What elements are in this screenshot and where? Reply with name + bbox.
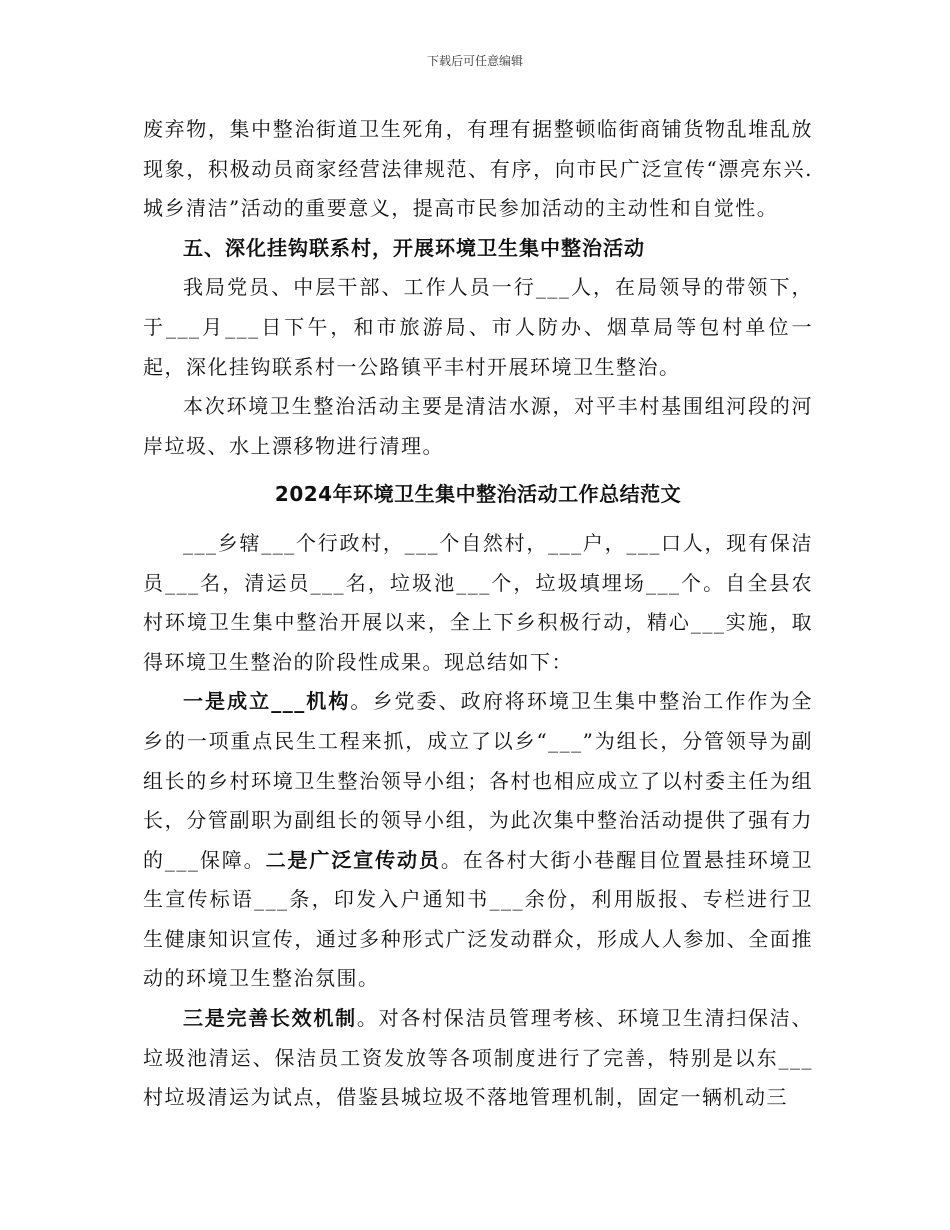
- measure-text-1: 。乡党委、政府将环境卫生集中整治工作作为全乡的一项重点民生工程来抓，成立了以乡“___”为组长，分管领导为副组长的乡村环境卫生整治领导小组；各村也相应成立了以村委主任为组长，分管副职为副组长的领导小组，为此次集中整治活动提供了强有力的___保障。: [143, 689, 814, 872]
- document-title: 2024年环境卫生集中整治活动工作总结范文: [274, 482, 682, 507]
- document-body: [143, 110, 813, 1118]
- paragraph-mechanism: [143, 999, 813, 1118]
- paragraph-activity: 本次环境卫生整治活动主要是清洁水源，对平丰村基围组河段的河岸垃圾、水上漂移物进行清理。: [143, 394, 813, 458]
- paragraph-overview: ___乡辖___个行政村，___个自然村，___户，___口人，现有保洁员___名，清运员___名，垃圾池___个，垃圾填埋场___个。自全县农村环境卫生集中整治开展以来，全上下乡积极行动，精心___实施，取得环境卫生整治的阶段性成果。现总结如下：: [143, 530, 813, 674]
- paragraph-continued: 废弃物，集中整治街道卫生死角，有理有据整顿临街商铺货物乱堆乱放现象，积极动员商家经营法律规范、有序，向市民广泛宣传“漂亮东兴.城乡清洁”活动的重要意义，提高市民参加活动的主动性和自觉性。: [143, 117, 813, 221]
- bold-lead-2: 二是广泛宣传动员: [265, 847, 441, 872]
- page-header: 下载后可任意编辑: [426, 54, 523, 68]
- paragraph-team: 我局党员、中层干部、工作人员一行___人，在局领导的带领下，于___月___日下午，和市旅游局、市人防办、烟草局等包村单位一起，深化挂钩联系村一公路镇平丰村开展环境卫生整治。: [143, 275, 813, 379]
- mechanism-text: 。对各村保洁员管理考核、环境卫生清扫保洁、垃圾池清运、保洁员工资发放等各项制度进行了完善，特别是以东___村垃圾清运为试点，借鉴县城垃圾不落地管理机制，固定一辆机动三: [143, 1006, 814, 1110]
- section-heading-5: 五、深化挂钩联系村，开展环境卫生集中整治活动: [183, 235, 645, 260]
- measure-text-2: 。在各村大街小巷醒目位置悬挂环境卫生宣传标语___条，印发入户通知书___余份，利用版报、专栏进行卫生健康知识宣传，通过多种形式广泛发动群众，形成人人参加、全面推动的环境卫生整治氛围。: [143, 847, 814, 991]
- bold-lead-3: 三是完善长效机制: [183, 1006, 357, 1031]
- paragraph-measures: [143, 682, 813, 999]
- bold-lead-1: 一是成立___机构: [183, 689, 351, 714]
